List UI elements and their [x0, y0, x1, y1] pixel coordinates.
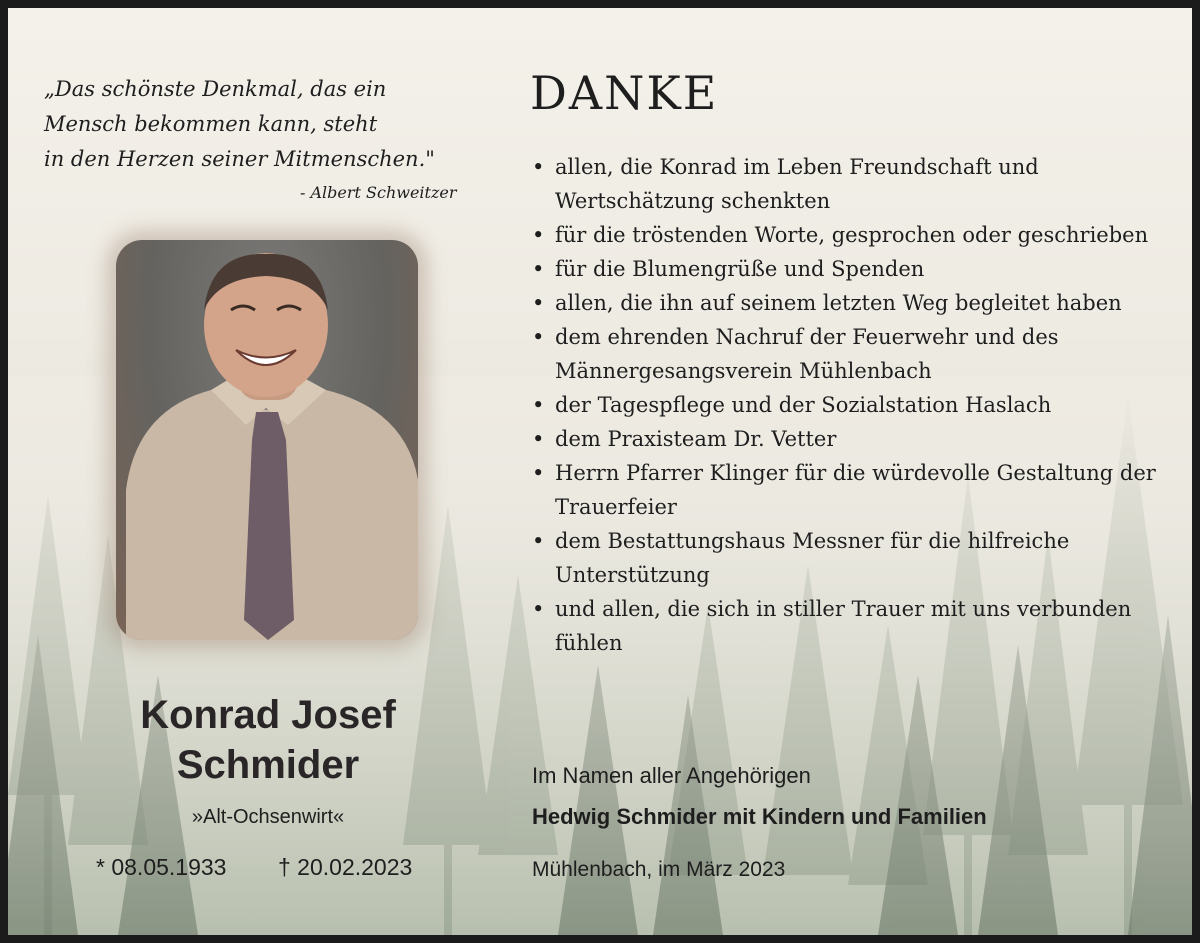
thanks-item: • allen, die ihn auf seinem letzten Weg begleitet haben [530, 286, 1180, 320]
quote-line: „Das schönste Denkmal, das ein [44, 77, 387, 101]
portrait-photo [116, 240, 418, 640]
thanks-item: • dem ehrenden Nachruf der Feuerwehr und des Männergesangsverein Mühlenbach [530, 320, 1180, 388]
thanks-item: • für die tröstenden Worte, gesprochen oder geschrieben [530, 218, 1180, 252]
deceased-name [68, 690, 468, 790]
portrait-illustration [116, 240, 418, 640]
quote-line: in den Herzen seiner Mitmenschen." [44, 147, 435, 171]
deceased-nickname: »Alt-Ochsenwirt« [191, 806, 345, 828]
thanks-item: • und allen, die sich in stiller Trauer mit uns verbunden fühlen [530, 592, 1180, 660]
thanks-heading: DANKE [530, 66, 719, 120]
quote-line: Mensch bekommen kann, steht [44, 112, 378, 136]
family-names: Hedwig Schmider mit Kindern und Familien [532, 804, 987, 829]
deceased-surname: Schmider [176, 743, 360, 787]
quote-author: - Albert Schweitzer [300, 183, 457, 202]
thanks-item: • dem Praxisteam Dr. Vetter [530, 422, 1180, 456]
thanks-item: • dem Bestattungshaus Messner für die hilfreiche Unterstützung [530, 524, 1180, 592]
birth-date: * 08.05.1933 [96, 854, 227, 880]
place-date: Mühlenbach, im März 2023 [532, 858, 786, 881]
thanks-item: • Herrn Pfarrer Klinger für die würdevolle Gestaltung der Trauerfeier [530, 456, 1180, 524]
thanks-list [530, 150, 1180, 660]
thanks-item: • der Tagespflege und der Sozialstation Haslach [530, 388, 1180, 422]
thanks-item: • für die Blumengrüße und Spenden [530, 252, 1180, 286]
death-date: † 20.02.2023 [278, 854, 413, 880]
quote [44, 72, 484, 177]
thanks-item: • allen, die Konrad im Leben Freundschaft und Wertschätzung schenkten [530, 150, 1180, 218]
family-intro: Im Namen aller Angehörigen [532, 763, 811, 788]
deceased-first-names: Konrad Josef [140, 693, 396, 737]
